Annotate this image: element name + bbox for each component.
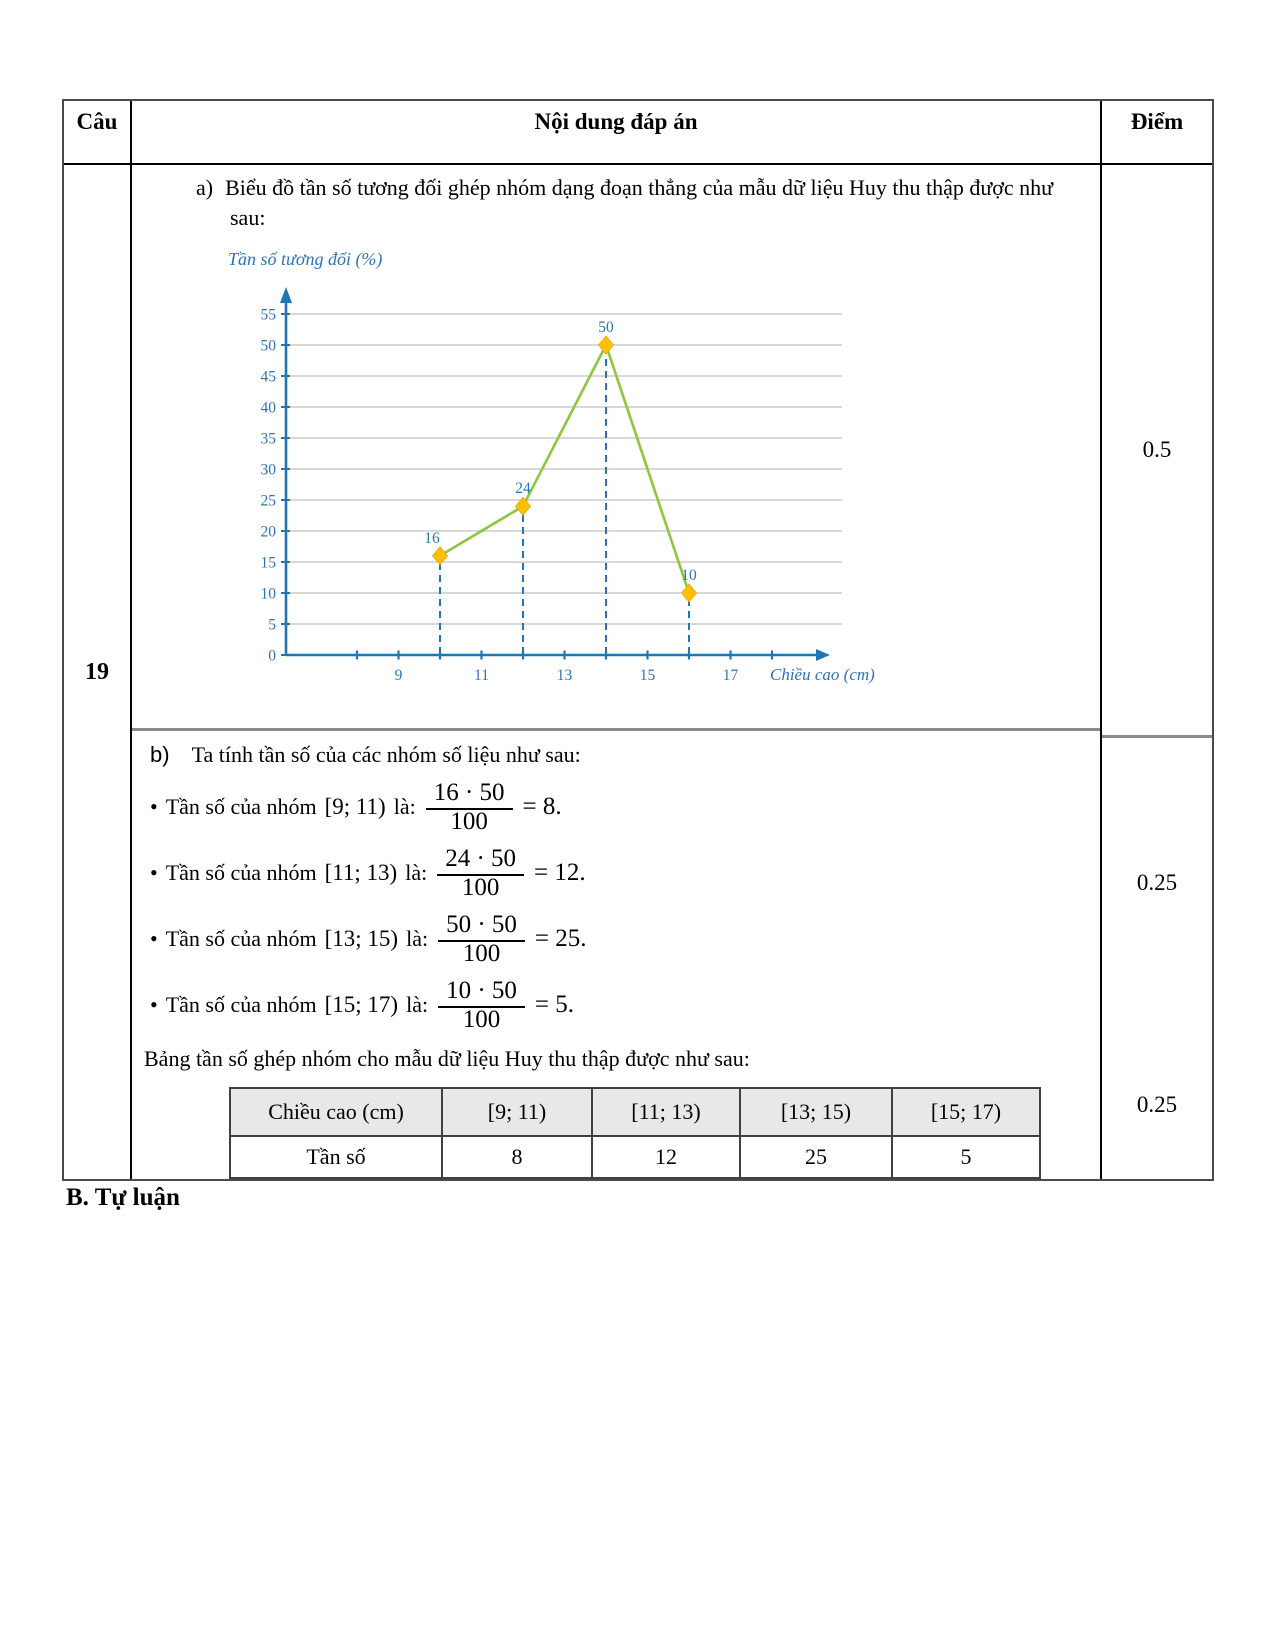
freq-value-cell: 12 — [592, 1136, 740, 1178]
part-a-label: a) — [196, 175, 214, 200]
bullet-3-prefix: Tần số của nhóm — [165, 926, 317, 951]
question-number: 19 — [64, 165, 132, 1179]
bullet-group-2 — [144, 843, 1080, 903]
svg-text:15: 15 — [260, 554, 276, 572]
frequency-chart — [214, 243, 1072, 697]
bullet-3-fraction — [438, 911, 525, 968]
bullet-3-mid: là: — [406, 926, 429, 951]
score-part-a: 0.5 — [1142, 437, 1172, 462]
svg-text:13: 13 — [556, 667, 573, 684]
bullet-group-4 — [144, 975, 1080, 1035]
score-part-b — [1102, 735, 1212, 1179]
svg-text:0: 0 — [268, 647, 276, 665]
freq-table-caption: Bảng tần số ghép nhóm cho mẫu dữ liệu Huy thu thập được như sau: — [144, 1046, 750, 1071]
bullet-4-prefix: Tần số của nhóm — [165, 992, 317, 1017]
chart-xaxis-label: Chiều cao (cm) — [770, 665, 875, 684]
fraction-numerator: 16 · 50 — [426, 779, 513, 810]
bullet-icon: • — [150, 926, 158, 951]
svg-text:55: 55 — [260, 306, 276, 324]
bullet-2-mid: là: — [405, 860, 428, 885]
freq-value-cell: 25 — [740, 1136, 892, 1178]
bullet-2-result: = 12. — [534, 859, 586, 886]
freq-value-cell: 5 — [892, 1136, 1040, 1178]
freq-header-cell: [9; 11) — [442, 1088, 592, 1136]
part-b-label: b) — [150, 742, 170, 767]
part-b-section — [132, 728, 1100, 1179]
svg-text:25: 25 — [260, 492, 276, 510]
svg-text:11: 11 — [474, 667, 489, 684]
score-part-b2: 0.25 — [1136, 1092, 1178, 1117]
freq-value-cell: 8 — [442, 1136, 592, 1178]
svg-text:9: 9 — [394, 667, 403, 684]
section-b-title: B. Tự luận — [66, 1184, 180, 1211]
freq-table-value-row — [230, 1136, 1040, 1178]
score-column — [1100, 165, 1212, 1179]
svg-text:30: 30 — [260, 461, 276, 479]
score-part-b1: 0.25 — [1136, 870, 1178, 895]
bullet-4-fraction — [438, 977, 525, 1034]
header-noi-dung: Nội dung đáp án — [534, 109, 698, 134]
frequency-table — [229, 1087, 1041, 1179]
part-b-statement: Ta tính tần số của các nhóm số liệu như sau: — [191, 742, 581, 767]
bullet-2-fraction — [437, 845, 524, 902]
fraction-denominator: 100 — [461, 874, 500, 901]
part-a-section — [132, 165, 1100, 728]
fraction-denominator: 100 — [462, 940, 501, 967]
bullet-group-1 — [144, 777, 1080, 837]
svg-text:50: 50 — [260, 337, 276, 355]
bullet-icon: • — [150, 794, 158, 819]
fraction-denominator: 100 — [450, 808, 488, 835]
svg-text:5: 5 — [268, 616, 276, 634]
svg-text:45: 45 — [260, 368, 276, 386]
part-a-text — [166, 173, 1072, 233]
bullet-icon: • — [150, 860, 158, 885]
freq-value-cell: Tần số — [230, 1136, 442, 1178]
fraction-numerator: 24 · 50 — [437, 845, 524, 876]
svg-text:10: 10 — [260, 585, 276, 603]
svg-text:16: 16 — [424, 529, 440, 547]
freq-header-cell: Chiều cao (cm) — [230, 1088, 442, 1136]
freq-header-cell: [15; 17) — [892, 1088, 1040, 1136]
freq-header-cell: [11; 13) — [592, 1088, 740, 1136]
header-diem: Điểm — [1100, 101, 1212, 163]
answer-content — [132, 165, 1100, 1179]
bullet-4-mid: là: — [406, 992, 429, 1017]
header-cau: Câu — [64, 101, 132, 163]
svg-text:35: 35 — [260, 430, 276, 448]
bullet-1-mid: là: — [393, 794, 416, 819]
bullet-4-result: = 5. — [534, 991, 575, 1018]
svg-text:20: 20 — [260, 523, 276, 541]
svg-text:10: 10 — [681, 567, 697, 584]
fraction-numerator: 50 · 50 — [438, 911, 525, 942]
table-header-row — [64, 101, 1212, 165]
bullet-1-interval: [9; 11) — [324, 794, 386, 819]
bullet-1-fraction — [426, 779, 513, 836]
bullet-2-interval: [11; 13) — [324, 860, 398, 885]
bullet-1-prefix: Tần số của nhóm — [165, 794, 317, 819]
part-b-intro — [144, 739, 1080, 771]
svg-text:15: 15 — [639, 667, 656, 684]
bullet-icon: • — [150, 992, 158, 1017]
chart-title: Tần số tương đối (%) — [228, 249, 383, 269]
fraction-denominator: 100 — [462, 1006, 501, 1033]
bullet-3-result: = 25. — [534, 925, 587, 952]
freq-header-cell: [13; 15) — [740, 1088, 892, 1136]
svg-text:50: 50 — [598, 319, 614, 336]
freq-table-header-row — [230, 1088, 1040, 1136]
bullet-group-3 — [144, 909, 1080, 969]
svg-text:17: 17 — [722, 667, 739, 684]
svg-text:40: 40 — [260, 399, 276, 417]
part-a-statement: Biểu đồ tần số tương đối ghép nhóm dạng đoạn thẳng của mẫu dữ liệu Huy thu thập được như sau: — [225, 175, 1054, 230]
question-19-row — [64, 165, 1212, 1179]
bullet-2-prefix: Tần số của nhóm — [165, 860, 317, 885]
bullet-1-result: = 8. — [522, 793, 562, 820]
bullet-4-interval: [15; 17) — [324, 992, 399, 1017]
chart-svg — [214, 243, 926, 691]
fraction-numerator: 10 · 50 — [438, 977, 525, 1008]
svg-text:24: 24 — [515, 480, 531, 498]
bullet-3-interval: [13; 15) — [324, 926, 399, 951]
answer-key-table — [62, 99, 1214, 1181]
